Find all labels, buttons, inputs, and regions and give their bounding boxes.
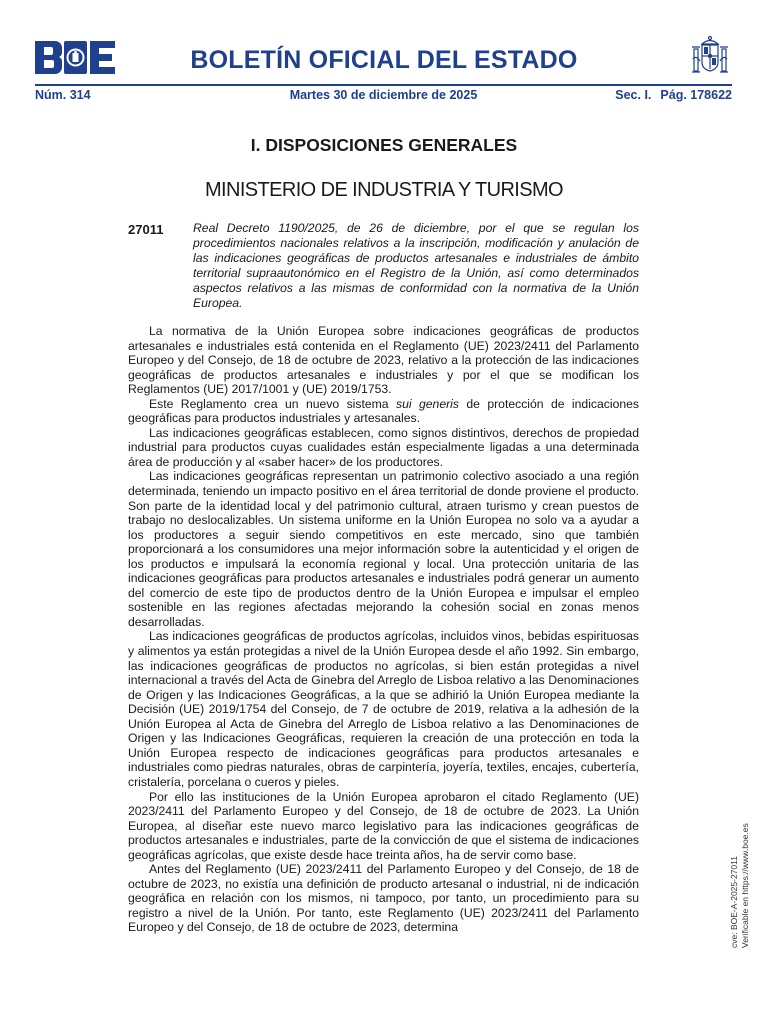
paragraph: Este Reglamento crea un nuevo sistema sui generis de protección de indicaciones geográficas para productos industriales y artesanales. [128,396,640,426]
paragraph: Las indicaciones geográficas de productos agrícolas, incluidos vinos, bebidas espirituosas y alimentos ya están protegidas a nivel de la Unión Europea desde el año 1992. Sin embargo, las indicaciones geográficas de productos no agrícolas, si bien están protegidas a nivel internacional a través del Acta de Ginebra del Arreglo de Lisboa relativo a las Denominaciones de Origen y las Indicaciones Geográficas, a la que se adhirió la Unión Europea mediante la Decisión (UE) 2019/1754 del Consejo, de 7 de octubre de 2019, relativa a la adhesión de la Unión Europea al Acta de Ginebra del Arreglo de Lisboa relativo a las Denominaciones de Origen y las Indicaciones Geográficas, requieren la creación de una protección en toda la Unión Europea respecto de indicaciones geográficas para productos artesanales e industriales como piedras naturales, obras de carpintería, joyería, textiles, encajes, cubertería, cristalería, porcelana o cueros y pieles. [128,629,639,789]
emphasis: sui generis [396,396,459,411]
document-number: 27011 [128,222,164,237]
document-body [128,324,639,935]
boe-logo-icon [35,41,115,74]
section-title: I. DISPOSICIONES GENERALES [250,135,518,155]
issue-number: Núm. 314 [35,88,91,102]
gazette-title: BOLETÍN OFICIAL DEL ESTADO [190,46,578,74]
issue-date: Martes 30 de diciembre de 2025 [289,88,478,102]
paragraph: Las indicaciones geográficas representan un patrimonio colectivo asociado a una región determinada, teniendo un impacto positivo en el área territorial de donde proviene el producto. Son parte de la identidad local y del patrimonio cultural, atraen turismo y crean puestos de trabajo no deslocalizables. Un sistema uniforme en la Unión Europea no solo va a ayudar a los productores a seguir siendo competitivos en este mercado, sino que también proporcionará a los consumidores una mejor información sobre la autenticidad y el origen de los productos e impulsará la economía regional y local. Una protección unitaria de las indicaciones geográficas para productos artesanales e industriales podrá generar un aumento del comercio de este tipo de productos dentro de la Unión Europea e impulsar el empleo sostenible en las regiones afectadas mejorando la cohesión social en zonas menos desarrolladas. [128,469,639,629]
ministry-title: MINISTERIO DE INDUSTRIA Y TURISMO [204,179,564,201]
paragraph: Por ello las instituciones de la Unión Europea aprobaron el citado Reglamento (UE) 2023/2411 del Parlamento Europeo y del Consejo, de 18 de octubre de 2023. La Unión Europea, al diseñar este nuevo marco legislativo para las indicaciones geográficas de productos artesanales e industriales, parte de la convicción de que el sistema de indicaciones geográficas agrícolas, que existe desde hace treinta años, ha de servir como base. [128,789,639,862]
paragraph: Antes del Reglamento (UE) 2023/2411 del Parlamento Europeo y del Consejo, de 18 de octubre de 2023, no existía una definición de producto artesanal o industrial, ni de indicación geográfica en relación con los mismos, ni tampoco, por tanto, un procedimiento para su registro a nivel de la Unión. Por tanto, este Reglamento (UE) 2023/2411 del Parlamento Europeo y del Consejo, de 18 de octubre de 2023, determina [128,862,639,935]
issue-info-bar [35,88,732,102]
page-number: Pág. 178622 [660,88,732,102]
coat-of-arms-icon [690,35,730,79]
cve-code: cve: BOE-A-2025-27011 [729,856,739,948]
document-summary: Real Decreto 1190/2025, de 26 de diciembre, por el que se regulan los procedimientos nacionales relativos a la inscripción, modificación y anulación de las indicaciones geográficas de productos artesanales e industriales de ámbito territorial supraautonómico en el Registro de la Unión, así como determinados aspectos relativos a las mismas de conformidad con la normativa de la Unión Europea. [193,221,639,311]
verify-link[interactable]: Verificable en https://www.boe.es [740,823,750,948]
header-divider [35,84,732,86]
paragraph: La normativa de la Unión Europea sobre indicaciones geográficas de productos artesanales e industriales está contenida en el Reglamento (UE) 2023/2411 del Parlamento Europeo y del Consejo, de 18 de octubre de 2023, relativo a la protección de las indicaciones geográficas de productos artesanales e industriales y por el que se modifican los Reglamentos (UE) 2017/1001 y (UE) 2019/1753. [128,324,639,397]
section-label: Sec. I. [615,88,652,102]
section-page [606,88,732,102]
paragraph: Las indicaciones geográficas establecen, como signos distintivos, derechos de propiedad industrial para productos cuyas cualidades están especialmente ligadas a una determinada área de producción y al «saber hacer» de los productores. [128,425,639,469]
